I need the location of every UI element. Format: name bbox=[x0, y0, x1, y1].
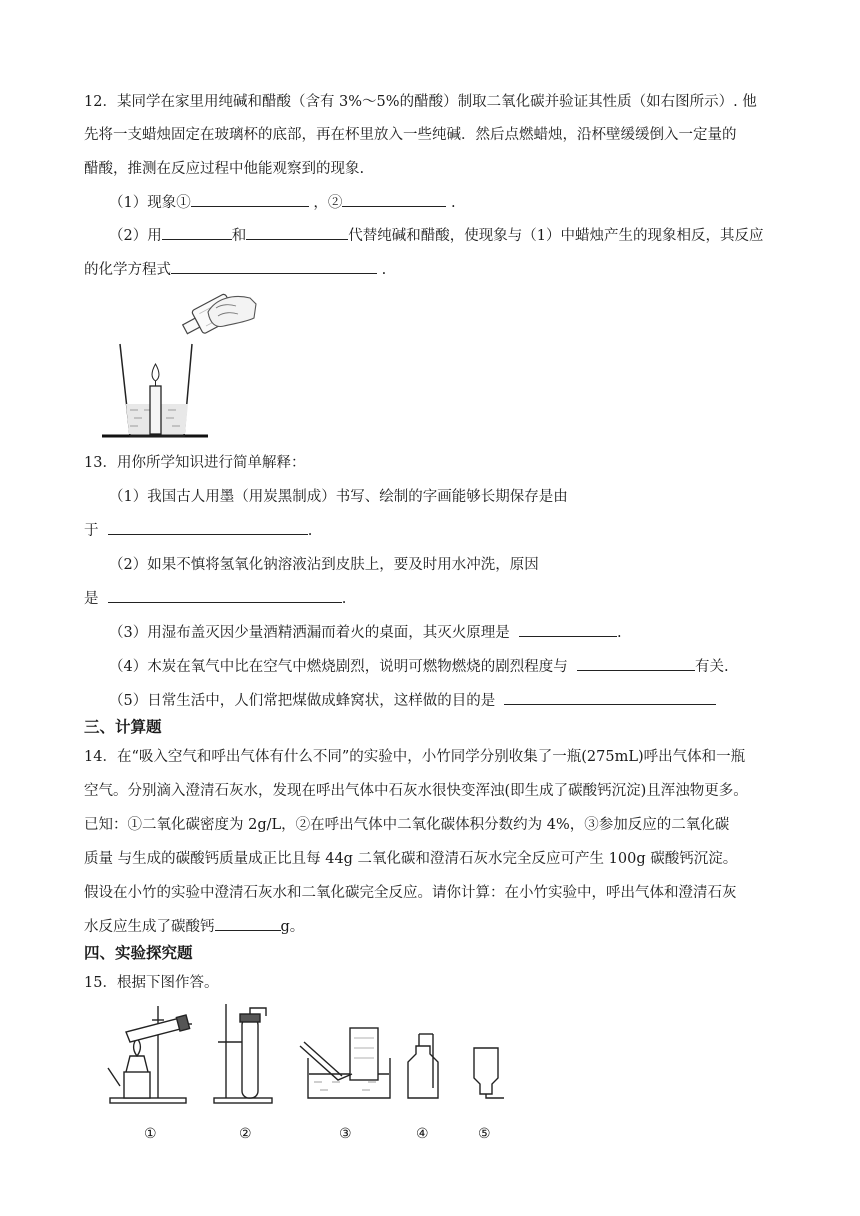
q12-part-2-cont: 的化学方程式 . bbox=[84, 258, 386, 279]
apparatus-1-heating-tube bbox=[108, 1006, 192, 1103]
q13-title: 13．用你所学知识进行简单解释： bbox=[84, 455, 306, 471]
q15-apparatus-figure bbox=[100, 998, 520, 1108]
q12-blank-2[interactable] bbox=[342, 192, 446, 207]
q13-part-5: （5）日常生活中，人们常把煤做成蜂窝状，这样做的目的是 bbox=[109, 689, 716, 710]
q13-part-2: （2）如果不慎将氢氧化钠溶液沾到皮肤上，要及时用水冲洗，原因 bbox=[109, 557, 539, 573]
q12-line-3: 醋酸，推测在反应过程中他能观察到的现象. bbox=[84, 161, 365, 177]
apparatus-5-inverted-bottle bbox=[474, 1048, 504, 1098]
q14-line-2: 空气。分别滴入澄清石灰水，发现在呼出气体中石灰水很快变浑浊(即生成了碳酸钙沉淀)且浑浊物更多。 bbox=[84, 783, 748, 799]
q12-part-2: （2）用 和 代替纯碱和醋酸，使现象与（1）中蜡烛产生的现象相反，其反应 bbox=[109, 224, 763, 245]
q15-title: 15．根据下图作答。 bbox=[84, 975, 219, 991]
q12-part-1: （1）现象① ，② . bbox=[109, 191, 456, 212]
apparatus-label-1: ① bbox=[144, 1126, 157, 1142]
q13-part-2-cont: 是 . bbox=[84, 587, 346, 608]
apparatus-label-2: ② bbox=[239, 1126, 252, 1142]
apparatus-label-4: ④ bbox=[416, 1126, 429, 1142]
q14-blank[interactable] bbox=[215, 916, 281, 931]
q13-part-3: （3）用湿布盖灭因少量酒精洒漏而着火的桌面，其灭火原理是 . bbox=[109, 621, 622, 642]
q12-blank-4[interactable] bbox=[246, 225, 348, 240]
q14-line-5: 假设在小竹的实验中澄清石灰水和二氧化碳完全反应。请你计算：在小竹实验中，呼出气体和澄清石灰 bbox=[84, 885, 737, 901]
section-4-heading: 四、实验探究题 bbox=[84, 944, 193, 962]
q12-blank-5[interactable] bbox=[171, 259, 377, 274]
q13-blank-4[interactable] bbox=[577, 656, 695, 671]
q14-line-6: 水反应生成了碳酸钙 g。 bbox=[84, 915, 304, 936]
q13-blank-3[interactable] bbox=[519, 622, 617, 637]
apparatus-label-5: ⑤ bbox=[478, 1126, 491, 1142]
q12-line-2: 先将一支蜡烛固定在玻璃杯的底部，再在杯里放入一些纯碱．然后点燃蜡烛，沿杯壁缓缓倒入一定量的 bbox=[84, 127, 737, 143]
q13-part-1: （1）我国古人用墨（用炭黑制成）书写、绘制的字画能够长期保存是由 bbox=[109, 489, 568, 505]
q14-line-4: 质量 与生成的碳酸钙质量成正比且每 44g 二氧化碳和澄清石灰水完全反应可产生 100g 碳酸钙沉淀。 bbox=[84, 851, 738, 867]
q13-part-4: （4）木炭在氧气中比在空气中燃烧剧烈，说明可燃物燃烧的剧烈程度与 有关. bbox=[109, 655, 729, 676]
q14-line-3: 已知：①二氧化碳密度为 2g/L，②在呼出气体中二氧化碳体积分数约为 4%，③参加反应的二氧化碳 bbox=[84, 817, 730, 833]
q13-blank-2[interactable] bbox=[108, 588, 342, 603]
q13-blank-1[interactable] bbox=[108, 520, 308, 535]
q12-blank-1[interactable] bbox=[191, 192, 309, 207]
apparatus-4-gas-bottle bbox=[408, 1034, 438, 1098]
section-3-heading: 三、计算题 bbox=[84, 718, 162, 736]
q13-blank-5[interactable] bbox=[504, 690, 716, 705]
q12-line-1: 12．某同学在家里用纯碱和醋酸（含有 3%～5%的醋酸）制取二氧化碳并验证其性质（如右图所示）. 他 bbox=[84, 94, 757, 110]
q12-candle-beaker-figure bbox=[100, 292, 260, 442]
q12-blank-3[interactable] bbox=[162, 225, 232, 240]
q13-part-1-cont: 于 . bbox=[84, 519, 312, 540]
apparatus-2-test-tube-stand bbox=[214, 1004, 272, 1103]
apparatus-label-3: ③ bbox=[339, 1126, 352, 1142]
apparatus-3-water-trough bbox=[300, 1028, 390, 1098]
q14-line-1: 14．在“吸入空气和呼出气体有什么不同”的实验中，小竹同学分别收集了一瓶(275mL)呼出气体和一瓶 bbox=[84, 749, 746, 765]
